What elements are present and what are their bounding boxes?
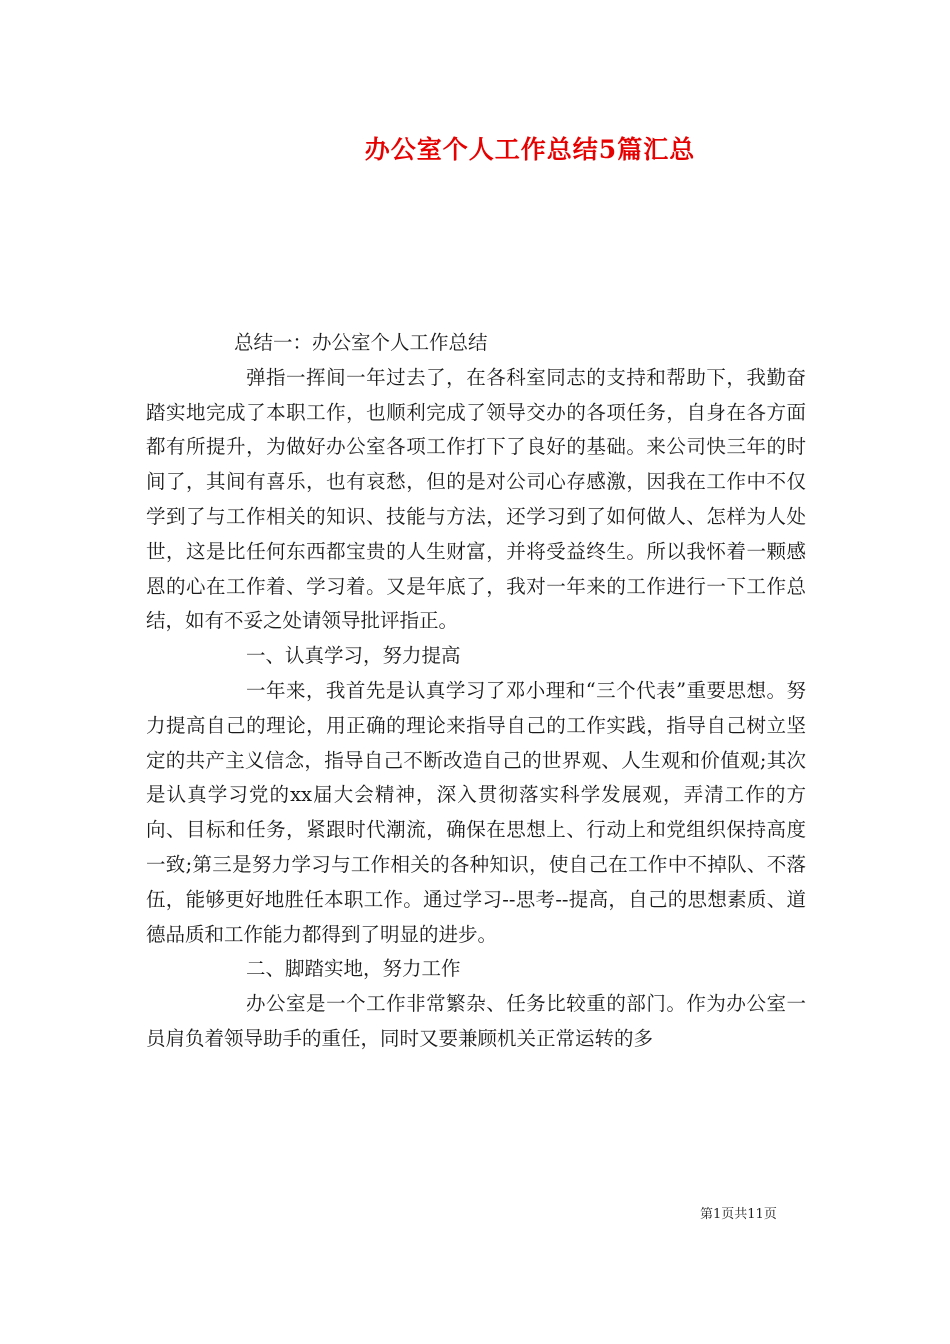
section-heading: 二、脚踏实地，努力工作 <box>246 957 461 981</box>
page-number: 第1页共11页 <box>700 1207 777 1222</box>
section-subtitle: 总结一：办公室个人工作总结 <box>234 331 488 354</box>
body-paragraph: 弹指一挥间一年过去了，在各科室同志的支持和帮助下，我勤奋踏实地完成了本职工作，也顺利完成了领导交办的各项任务，自身在各方面都有所提升，为做好办公室各项工作打下了良好的基础。来公司快三年的时间了，其间有喜乐，也有哀愁，但的是对公司心存感激，因我在工作中不仅学到了与工作相关的知识、技能与方法，还学习到了如何做人、怎样为人处世，这是比任何东西都宝贵的人生财富，并将受益终生。所以我怀着一颗感恩的心在工作着、学习着。又是年底了，我对一年来的工作进行一下工作总结，如有不妥之处请领导批评指正。 <box>146 365 806 633</box>
section-heading: 一、认真学习，努力提高 <box>246 644 461 668</box>
body-paragraph: 办公室是一个工作非常繁杂、任务比较重的部门。作为办公室一员肩负着领导助手的重任，同时又要兼顾机关正常运转的多 <box>146 992 806 1050</box>
document-title: 办公室个人工作总结5篇汇总 <box>364 135 696 164</box>
document-body <box>146 326 806 1057</box>
body-paragraph: 一年来，我首先是认真学习了邓小理和“三个代表”重要思想。努力提高自己的理论，用正确的理论来指导自己的工作实践，指导自己树立坚定的共产主义信念，指导自己不断改造自己的世界观、人生观和价值观;其次是认真学习党的xx届大会精神，深入贯彻落实科学发展观，弄清工作的方向、目标和任务，紧跟时代潮流，确保在思想上、行动上和党组织保持高度一致;第三是努力学习与工作相关的各种知识，使自己在工作中不掉队、不落伍，能够更好地胜任本职工作。通过学习--思考--提高，自己的思想素质、道德品质和工作能力都得到了明显的进步。 <box>146 678 806 946</box>
